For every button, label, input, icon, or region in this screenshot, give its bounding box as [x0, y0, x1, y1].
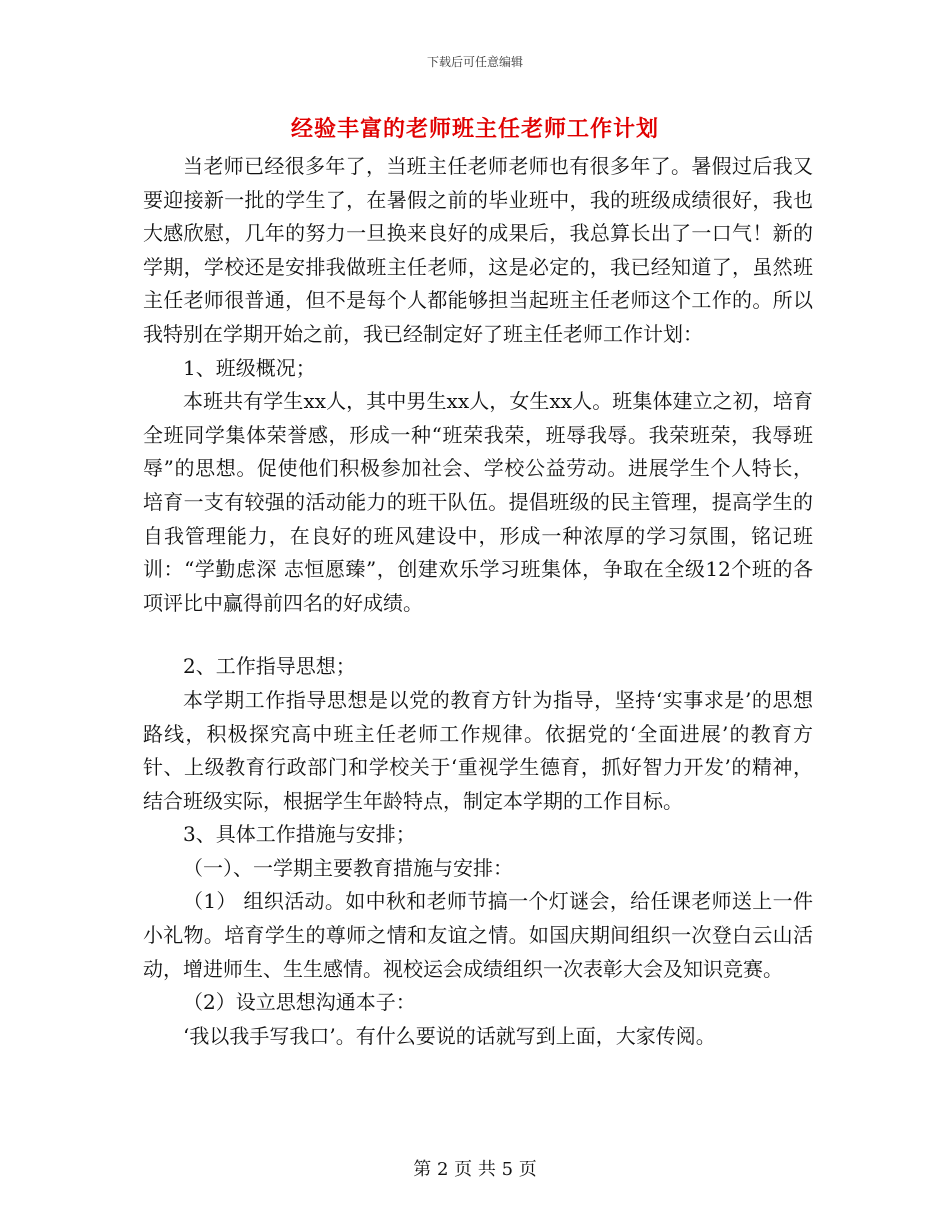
document-body	[143, 150, 813, 1053]
intro-paragraph: 当老师已经很多年了，当班主任老师老师也有很多年了。暑假过后我又要迎接新一批的学生了，在暑假之前的毕业班中，我的班级成绩很好，我也大感欣慰，几年的努力一旦换来良好的成果后，我总算长出了一口气！新的学期，学校还是安排我做班主任老师，这是必定的，我已经知道了，虽然班主任老师很普通，但不是每个人都能够担当起班主任老师这个工作的。所以我特别在学期开始之前，我已经制定好了班主任老师工作计划：	[143, 154, 813, 346]
page-number-footer: 第 2 页 共 5 页	[413, 1159, 537, 1180]
document-title: 经验丰富的老师班主任老师工作计划	[290, 117, 659, 142]
section-heading-measures: 3、具体工作措施与安排；	[183, 822, 416, 847]
measure-item-activities: （1） 组织活动。如中秋和老师节搞一个灯谜会，给任课老师送上一件小礼物。培育学生的尊师之情和友谊之情。如国庆期间组织一次登白云山活动，增进师生、生生感情。视校运会成绩组织一次表彰大会及知识竞赛。	[143, 889, 813, 981]
page-header-note: 下载后可任意编辑	[426, 55, 523, 69]
measure-item-notebook: （2）设立思想沟通本子：	[183, 990, 416, 1015]
notebook-paragraph: ‘我以我手写我口’。有什么要说的话就写到上面，大家传阅。	[183, 1023, 716, 1048]
guiding-thought-paragraph: 本学期工作指导思想是以党的教育方针为指导，坚持‘实事求是’的思想路线，积极探究高中班主任老师工作规律。依据党的‘全面进展’的教育方针、上级教育行政部门和学校关于‘重视学生德育，抓好智力开发’的精神，结合班级实际，根据学生年龄特点，制定本学期的工作目标。	[143, 687, 813, 813]
subsection-heading-education-measures: （一）、一学期主要教育措施与安排：	[183, 855, 513, 880]
section-heading-guiding-thought: 2、工作指导思想；	[183, 654, 356, 679]
class-overview-paragraph: 本班共有学生xx人，其中男生xx人，女生xx人。班集体建立之初，培育全班同学集体荣誉感，形成一种“班荣我荣，班辱我辱。我荣班荣，我辱班辱”的思想。促使他们积极参加社会、学校公益劳动。进展学生个人特长，培育一支有较强的活动能力的班干队伍。提倡班级的民主管理，提高学生的自我管理能力，在良好的班风建设中，形成一种浓厚的学习氛围，铭记班训：“学勤虑深 志恒愿臻”，创建欢乐学习班集体，争取在全级12个班的各项评比中赢得前四名的好成绩。	[143, 389, 813, 615]
section-heading-class-overview: 1、班级概况；	[183, 355, 316, 380]
